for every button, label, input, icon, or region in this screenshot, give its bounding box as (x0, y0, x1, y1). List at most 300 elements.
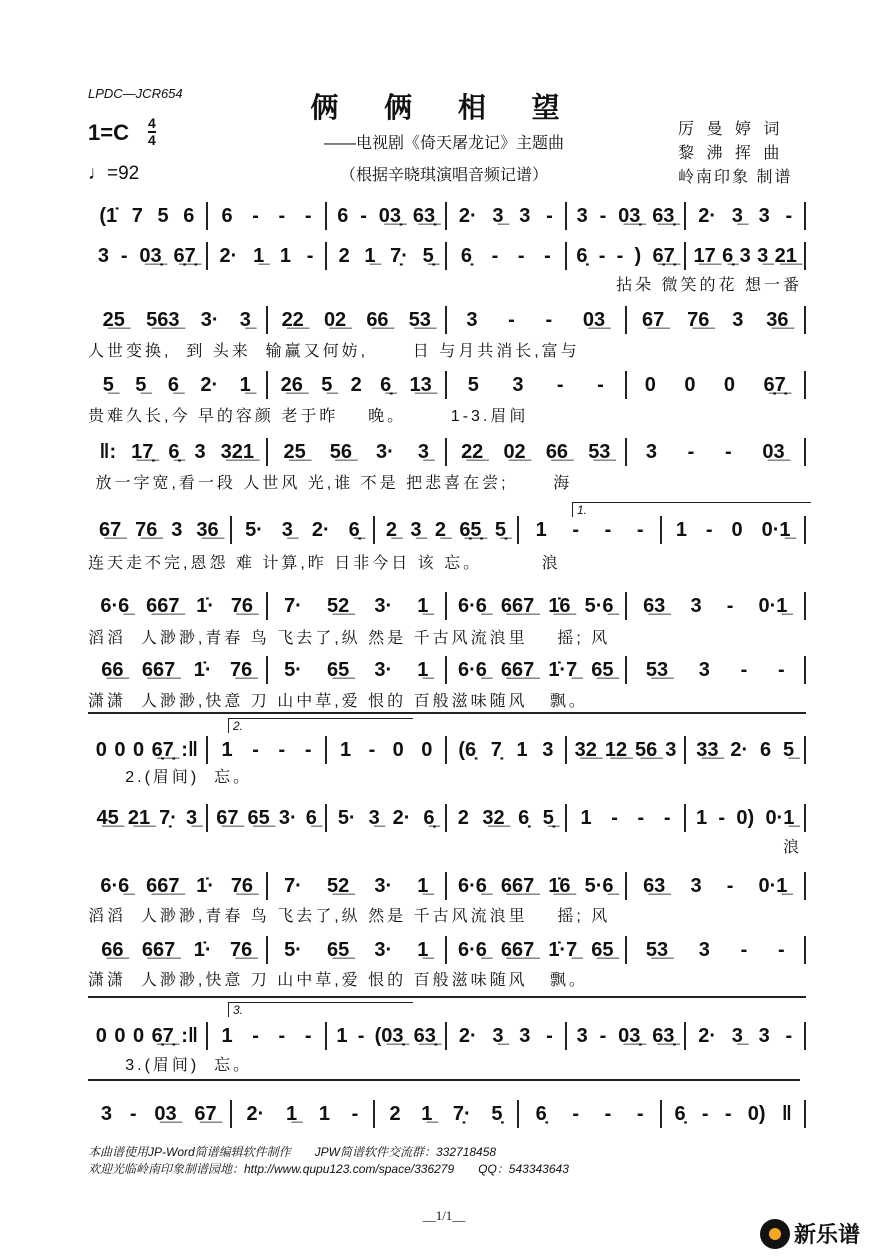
note: 0·1̲ (758, 594, 788, 617)
note: (6̣ (458, 738, 477, 761)
note: 3 (519, 204, 531, 227)
note: 6̲3̣̲ (652, 1024, 675, 1047)
note: - (129, 1102, 137, 1125)
note: 7̲6̲ (230, 938, 253, 961)
note: 3̲6̲ (196, 518, 219, 541)
note: 2̲1̲ (127, 806, 151, 829)
notation-row (88, 202, 806, 230)
measure (627, 374, 805, 397)
composer-credit: 黎 沸 挥 曲 (678, 145, 784, 162)
note: 1 (279, 244, 292, 267)
note: 0·1̲ (761, 518, 791, 541)
lyric-line: 滔滔 人渺渺,青春 鸟 飞去了,纵 然是 千古风流浪里 摇; 风 (88, 908, 611, 925)
note: 3̲ (186, 806, 198, 829)
note: 1̲2̲ (604, 738, 628, 761)
note: 2̲2̲ (281, 308, 304, 331)
measure (88, 875, 266, 898)
measure (88, 309, 266, 332)
measure (447, 374, 625, 397)
note: 0̲3̣̲ (139, 244, 162, 267)
time-signature-bottom: 4 (148, 132, 156, 148)
notation-row (88, 242, 806, 270)
note: 1̲ (417, 938, 429, 961)
note: 6̣̲ (380, 373, 392, 396)
note: 3 (542, 738, 554, 761)
note: 5· (284, 938, 302, 961)
bar-line (804, 516, 806, 544)
measure (327, 807, 445, 830)
note: 5̣̲ (542, 806, 554, 829)
note: - (705, 518, 713, 541)
measure (268, 659, 446, 682)
note: 5·6̲ (584, 594, 614, 617)
note: 6̣ (674, 1102, 686, 1125)
note: 2· (730, 738, 749, 761)
note: 3 (698, 658, 710, 681)
note: 6̲6̲7̲ (141, 658, 176, 681)
measure (208, 1025, 326, 1048)
note: 6̣̲7̣̲ (763, 373, 786, 396)
bar-line (804, 438, 806, 466)
note: 5· (284, 658, 302, 681)
measure (627, 595, 805, 618)
measure (627, 659, 805, 682)
notation-row (88, 1100, 806, 1128)
lyric-line: 潇潇 人渺渺,快意 刀 山中草,爱 恨的 百般滋味随风 飘。 (88, 972, 588, 989)
note: 6̲6̲ (545, 440, 569, 463)
measure (88, 807, 206, 830)
notation-row (88, 1022, 806, 1050)
note: 1̲ (417, 874, 429, 897)
note: 6̣ (460, 244, 472, 267)
measure (232, 519, 374, 542)
note: 3 (194, 440, 206, 463)
note: 0 (723, 373, 736, 396)
note: - (544, 244, 551, 267)
note: 0) (747, 1102, 766, 1125)
note: 0) (736, 806, 755, 829)
lyric-line: 放一字宽,看一段 人世风 光,谁 不是 把悲喜在尝; 海 (88, 475, 573, 492)
bar-line (804, 736, 806, 764)
note: 0̲3̲ (154, 1102, 177, 1125)
note: - (636, 1102, 644, 1125)
note: 0 (114, 738, 126, 761)
note: 6̲6̲7̲ (500, 874, 535, 897)
coda-bracket (88, 1079, 800, 1081)
note: 1̲ (421, 1102, 433, 1125)
subtitle: ——电视剧《倚天屠龙记》主题曲 (323, 135, 564, 152)
note: 3 (645, 440, 657, 463)
measure (447, 1025, 565, 1048)
bar-line (804, 656, 806, 684)
note: 3 (739, 244, 751, 267)
note: 3· (374, 594, 393, 617)
note: 2· (200, 373, 219, 396)
notation-row (88, 306, 806, 334)
notation-row (88, 438, 806, 466)
note: 3̲ (281, 518, 293, 541)
note: 1̇· (196, 594, 215, 617)
tempo-marking: ♩=92 (88, 163, 140, 184)
note: - (304, 204, 312, 227)
note: 6̲5̲ (326, 658, 350, 681)
note: - (351, 1102, 359, 1125)
note: 0 (644, 373, 656, 396)
note: 1̲ (285, 1102, 298, 1125)
note: 6·6̲ (458, 874, 487, 897)
note: - (360, 204, 367, 227)
note: - (604, 1102, 612, 1125)
note: 5̲ (135, 373, 147, 396)
measure (447, 939, 625, 962)
note: 6̲6̲7̲ (141, 938, 176, 961)
measure (686, 245, 804, 268)
note: 3 (698, 938, 710, 961)
note: 7̲6̲ (230, 658, 253, 681)
note: 6̲7̲ (98, 518, 122, 541)
measure (662, 1103, 804, 1126)
volta-first-ending: 1. (572, 502, 811, 517)
note: 1 (580, 806, 592, 829)
note: 6̲5̲ (591, 938, 614, 961)
note: 5̲2̲ (326, 874, 350, 897)
measure (686, 739, 804, 762)
note: - (252, 1024, 259, 1047)
note: 1̲7̲ (693, 244, 716, 267)
note: 6̣̲7̣̲ (151, 738, 174, 761)
note: 6 (337, 204, 349, 227)
measure (447, 807, 565, 830)
note: 6̲6̲ (101, 658, 124, 681)
note: - (740, 938, 748, 961)
note: 3· (374, 938, 393, 961)
note: 6̣̲5̣̲ (459, 518, 482, 541)
note: (0̲3̣̲ (374, 1024, 404, 1047)
note: 2· (458, 1024, 477, 1047)
note: - (785, 1024, 793, 1047)
note: 6·6̲ (100, 874, 130, 897)
bar-line (804, 202, 806, 230)
vinyl-disc-icon (760, 1219, 790, 1249)
note: - (663, 806, 671, 829)
note: 1̲ (417, 594, 429, 617)
measure (567, 739, 685, 762)
note: 1 (336, 1024, 348, 1047)
note: 6̣̲ (722, 244, 734, 267)
note: 1̲7̣̲ (131, 440, 154, 463)
note: 3̲6̲ (766, 308, 789, 331)
measure (268, 309, 446, 332)
note: 6̣ (576, 244, 588, 267)
measure (375, 1103, 517, 1126)
lyric-line: 3.(眉间) 忘。 (88, 1057, 253, 1074)
note: - (777, 658, 785, 681)
lyric-line: 潇潇 人渺渺,快意 刀 山中草,爱 恨的 百般滋味随风 飘。 (88, 693, 588, 710)
note: 7· (284, 874, 302, 897)
note: 7̣· (159, 806, 177, 829)
note: 3· (278, 806, 297, 829)
note: 5̣ (491, 1102, 503, 1125)
note: 3 (576, 1024, 588, 1047)
page-title: 俩 俩 相 望 (310, 91, 578, 124)
note: 1 (221, 1024, 233, 1047)
note: 6̲5̲ (247, 806, 270, 829)
note: 3̲ (417, 440, 429, 463)
measure (519, 519, 661, 542)
note: 2̲6̲ (280, 373, 303, 396)
note: 3̲ (368, 806, 380, 829)
note: 1 (340, 738, 352, 761)
measure (327, 1025, 445, 1048)
note: 6·6̲ (458, 658, 487, 681)
note: 5̲3̲ (408, 308, 431, 331)
note: 3 (171, 518, 183, 541)
measure (208, 205, 326, 228)
note: (1̇ (99, 204, 118, 227)
measure (268, 875, 446, 898)
note: - (724, 1102, 732, 1125)
measure (208, 807, 326, 830)
note: 4̲5̲ (96, 806, 119, 829)
lyric-line: 人世变换, 到 头来 输赢又何妨, 日 与月共消长,富与 (88, 343, 580, 360)
measure (519, 1103, 661, 1126)
footer-website-note: 欢迎光临岭南印象制谱园地：http://www.qupu123.com/space/336279 QQ：543343643 (88, 1162, 569, 1176)
notation-row (88, 656, 806, 684)
note: 6·6̲ (100, 594, 130, 617)
note: 7̲6̲ (230, 874, 254, 897)
note: 5̲6̲ (329, 440, 353, 463)
note: 5̲6̲ (635, 738, 658, 761)
measure (208, 245, 326, 268)
lyric-line: 滔滔 人渺渺,青春 鸟 飞去了,纵 然是 千古风流浪里 摇; 风 (88, 630, 611, 647)
note: - (304, 738, 312, 761)
arranger-credit: 岭南印象 制谱 (678, 169, 793, 186)
note: 5̲ (782, 738, 795, 761)
note: 7̲6̲ (135, 518, 158, 541)
note: 6̲6̲7̲ (500, 658, 535, 681)
note: 0 (95, 738, 107, 761)
note: 3̲2̲ (482, 806, 505, 829)
time-signature-top: 4 (148, 115, 156, 131)
note: 0 (132, 1024, 145, 1047)
note: - (636, 518, 644, 541)
measure (627, 939, 805, 962)
note: 3 (758, 204, 770, 227)
note: - (687, 440, 695, 463)
note: 3 (732, 308, 744, 331)
note: 7̣· (390, 244, 408, 267)
note: :‖ (181, 738, 198, 761)
note: ‖ (781, 1102, 792, 1125)
note: 1̲ (364, 244, 376, 267)
note: - (368, 738, 376, 761)
note: 7 (131, 204, 143, 227)
note: - (278, 1024, 286, 1047)
note: 5̲ (321, 373, 333, 396)
note: 3̲ (731, 1024, 743, 1047)
bar-line (804, 936, 806, 964)
measure (627, 441, 805, 464)
note: 1̲3̲ (409, 373, 432, 396)
note: 1̇· (196, 874, 215, 897)
note: 6̲ (167, 373, 179, 396)
note: - (611, 806, 618, 829)
note: 0 (114, 1024, 126, 1047)
notation-row (88, 872, 806, 900)
note: - (278, 204, 286, 227)
note: 6̣̲ (168, 440, 180, 463)
measure (627, 309, 805, 332)
measure (567, 205, 685, 228)
note: 7̣ (490, 738, 502, 761)
note: 2· (219, 244, 238, 267)
note: 3̲2̲1̲ (220, 440, 254, 463)
measure (88, 519, 230, 542)
measure (567, 245, 685, 268)
note: - (252, 738, 259, 761)
note: 5 (157, 204, 169, 227)
note: 3 (690, 874, 702, 897)
measure (447, 659, 625, 682)
measure (686, 205, 804, 228)
note: 5̣̲ (494, 518, 507, 541)
note: 0̲3̲ (762, 440, 785, 463)
note: 3· (200, 308, 219, 331)
note: 6̲5̲ (326, 938, 350, 961)
measure (662, 519, 804, 542)
note: :‖ (181, 1024, 198, 1047)
measure (88, 205, 206, 228)
note: 1 (535, 518, 547, 541)
notation-row (88, 736, 806, 764)
note: 6̲ (305, 806, 317, 829)
note: 2̲2̲ (461, 440, 484, 463)
note: 3̲ (757, 244, 769, 267)
note: 6̲6̲7̲ (500, 594, 535, 617)
note: - (556, 373, 564, 396)
measure (88, 595, 266, 618)
note: 1̲̇6̲ (548, 594, 571, 617)
measure (208, 739, 326, 762)
note: 6̲6̲7̲ (146, 874, 180, 897)
note: 3̲2̲ (574, 738, 597, 761)
note: 1̲ (253, 244, 265, 267)
note: 0 (392, 738, 404, 761)
note: 2· (392, 806, 411, 829)
measure (88, 374, 266, 397)
note: 6 (760, 738, 772, 761)
note: - (306, 244, 314, 267)
measure (88, 939, 266, 962)
note: 6̲3̣̲ (652, 204, 675, 227)
measure (327, 739, 445, 762)
note: 0·1̲ (758, 874, 788, 897)
note: - (599, 204, 607, 227)
note: 2̲5̲ (283, 440, 306, 463)
note: 2 (389, 1102, 401, 1125)
note: 1̲ (417, 658, 429, 681)
note: 3 (665, 738, 677, 761)
note: 7̲6̲ (230, 594, 254, 617)
note: 1̇·7̲ (548, 658, 578, 681)
note: - (491, 244, 499, 267)
note: 1̇· (193, 938, 212, 961)
source-note: （根据辛晓琪演唱音频记谱） (339, 167, 548, 184)
note: 0̲2̲ (323, 308, 347, 331)
bar-line (804, 872, 806, 900)
measure (268, 441, 446, 464)
page-number: __1/1__ (422, 1208, 466, 1223)
measure (686, 807, 804, 830)
note: 5̲6̲3̲ (146, 308, 180, 331)
note: 3̲3̲ (696, 738, 719, 761)
note: - (278, 738, 286, 761)
note: 6̲3̣̲ (413, 1024, 436, 1047)
note: 3 (758, 1024, 770, 1047)
note: - (726, 874, 734, 897)
note: 5̲2̲ (326, 594, 350, 617)
note: 6̲5̲ (591, 658, 614, 681)
note: 0 (731, 518, 743, 541)
note: 0 (132, 738, 145, 761)
note: 3 (97, 244, 110, 267)
note: 6̲3̣̲ (412, 204, 436, 227)
lyric-line: 拈朵 微笑的花 想一番 (616, 277, 802, 294)
measure (232, 1103, 374, 1126)
note: 1 (516, 738, 528, 761)
note: 5 (467, 373, 479, 396)
note: 7· (284, 594, 302, 617)
note: 2̲ (434, 518, 446, 541)
measure (686, 1025, 804, 1048)
note: 3 (512, 373, 524, 396)
note: - (726, 594, 734, 617)
note: 6̣̲7̣̲ (173, 244, 196, 267)
note: 5̲3̲ (645, 658, 669, 681)
measure (88, 1025, 206, 1048)
note: 3 (576, 204, 588, 227)
note: ) (634, 244, 642, 267)
note: 3 (690, 594, 702, 617)
note: 7̲6̲ (687, 308, 710, 331)
note: - (718, 806, 726, 829)
note: - (785, 204, 793, 227)
bar-line (804, 804, 806, 832)
note: 6̲6̲ (101, 938, 124, 961)
notation-row (88, 592, 806, 620)
note: 6̲3̲ (643, 874, 666, 897)
note: 6 (221, 204, 233, 227)
note: - (517, 244, 525, 267)
note: 5̲3̲ (588, 440, 611, 463)
note: 6̣̲7̣̲ (151, 1024, 174, 1047)
note: 0 (684, 373, 696, 396)
notation-row (88, 936, 806, 964)
measure (567, 807, 685, 830)
note: 1 (318, 1102, 330, 1125)
note: 6̲6̲ (366, 308, 389, 331)
note: 3· (376, 440, 394, 463)
note: 5̣̲ (422, 244, 434, 267)
note: - (357, 1024, 365, 1047)
lyricist-credit: 厉 曼 婷 词 (678, 121, 784, 138)
note: 5· (245, 518, 263, 541)
logo-text: 新乐谱 (794, 1222, 861, 1247)
measure (447, 441, 625, 464)
notation-row (88, 516, 806, 544)
note: 2̲ (385, 518, 397, 541)
note: - (598, 244, 606, 267)
